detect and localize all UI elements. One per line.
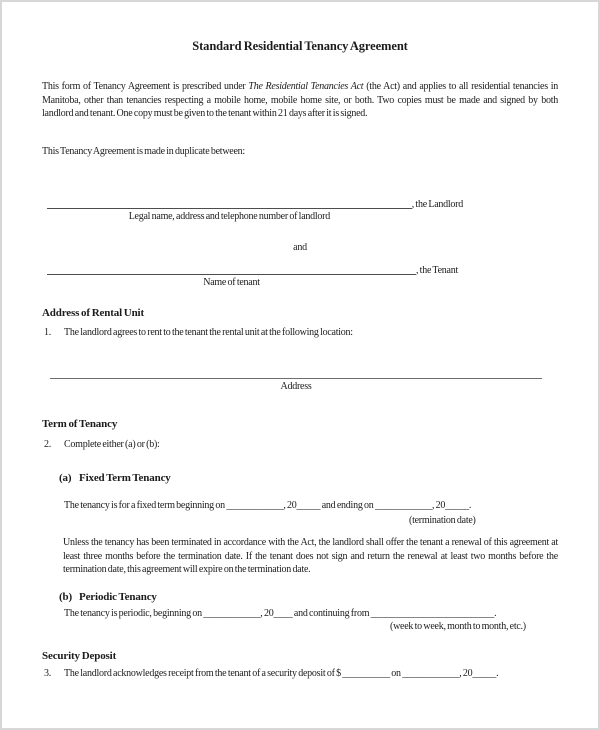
subsection-b-heading [59, 590, 558, 604]
subsection-a-title: Fixed Term Tenancy [79, 472, 171, 484]
renewal-line-1: Unless the tenancy has been terminated in accordance with the Act, the landlord shall offer the tenant a renewal of this agreement at [63, 537, 558, 548]
term-subsections [59, 471, 558, 634]
address-caption: Address [280, 381, 312, 392]
item-1 [42, 326, 558, 340]
tenant-field-column [47, 260, 416, 289]
subsection-b-title: Periodic Tenancy [79, 590, 157, 603]
item-2 [42, 438, 558, 452]
item-3 [42, 667, 558, 681]
intro-line1-after: (the Act) and applies to all residential tenancies in [363, 81, 559, 92]
periodic-sentence: The tenancy is periodic, beginning on ____________, 20____ and continuing from __________________________. [64, 607, 497, 619]
renewal-line-3: termination date, this agreement will expire on the termination date. [63, 564, 311, 575]
intro-line-3: landlord and tenant. One copy must be given to the tenant within 21 days after it is signed. [42, 108, 368, 119]
tenant-caption: Name of tenant [203, 276, 260, 288]
subsection-a-heading [59, 471, 558, 485]
intro-line-2: Manitoba, other than tenancies respecting a mobile home, mobile home site, or both. Two copies must be made and signed by both [42, 94, 558, 106]
landlord-field [47, 194, 463, 223]
landlord-field-column [47, 194, 412, 223]
fixed-term-sentence: The tenancy is for a fixed term beginning on ____________, 20_____ and ending on ____________, 20_____. [64, 500, 472, 511]
and-separator: and [293, 242, 307, 253]
renewal-note [63, 536, 558, 577]
section-heading-term: Term of Tenancy [42, 417, 118, 430]
item-3-number: 3. [44, 667, 51, 679]
tenant-label: , the Tenant [415, 264, 458, 276]
item-1-text: The landlord agrees to rent to the tenant the rental unit at the following location: [64, 326, 353, 338]
periodic-caption: (week to week, month to month, etc.) [390, 621, 526, 632]
intro-paragraph [42, 80, 558, 121]
termination-date-caption: (termination date) [409, 514, 476, 526]
subsection-a-label: (a) [59, 472, 72, 484]
renewal-line-2: least three months before the termination date. If the tenant does not sign and return the renewal at least two months before the [63, 550, 558, 562]
intro-line-1 [42, 80, 558, 94]
section-heading-rental-unit: Address of Rental Unit [42, 306, 144, 319]
act-name-italic: The Residential Tenancies Act [248, 81, 364, 92]
tenant-name-line [47, 260, 416, 275]
item-1-number: 1. [44, 326, 51, 338]
landlord-name-line [47, 194, 412, 209]
subsection-b-label: (b) [59, 590, 72, 603]
item-2-number: 2. [44, 438, 51, 450]
landlord-label: , the Landlord [411, 199, 463, 210]
item-3-text: The landlord acknowledges receipt from the tenant of a security deposit of $ __________ on ____________, 20_____. [64, 667, 499, 679]
duplicate-clause: This Tenancy Agreement is made in duplicate between: [42, 145, 245, 157]
address-line [50, 339, 542, 379]
tenant-field [47, 260, 458, 289]
section-heading-deposit: Security Deposit [42, 649, 117, 662]
item-2-text: Complete either (a) or (b): [64, 438, 160, 450]
document-title: Standard Residential Tenancy Agreement [192, 39, 408, 53]
landlord-caption: Legal name, address and telephone number of landlord [128, 211, 331, 222]
intro-line1-before: This form of Tenancy Agreement is prescribed under [42, 81, 249, 92]
